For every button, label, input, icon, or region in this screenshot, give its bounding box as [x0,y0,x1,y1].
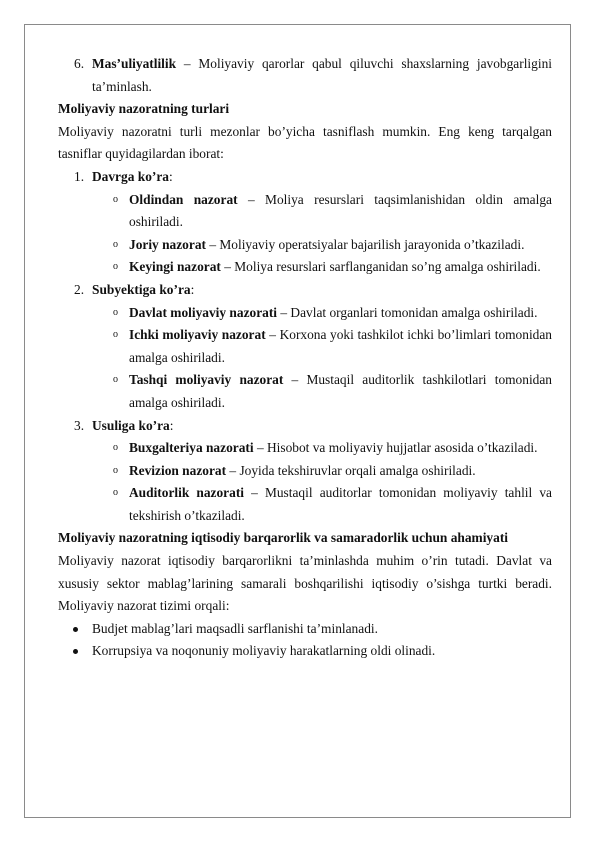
term: Buxgalteriya nazorati [129,440,254,456]
list-number: 2. [74,281,85,297]
definition: – Davlat organlari tomonidan amalga oshiriladi. [277,304,538,320]
circle-bullet-icon: o [113,487,118,499]
definition: – Moliya resurslari taqsimlanishidan oldin amalga oshiriladi. [129,191,552,230]
term: Mas’uliyatlilik [92,56,177,71]
bullet-dot-icon [73,627,78,632]
list-number: 1. [74,168,85,184]
term: Joriy nazorat [129,236,206,252]
bullet-dot-icon [73,649,78,654]
importance-paragraph: Moliyaviy nazorat iqtisodiy barqarorlikni ta’minlashda muhim o’rin tutadi. Davlat va xususiy sektor mablag’larining samarali boshqarilishi iqtisodiy o’sishga turtki beradi. Moliyaviy nazorat tizimi orqali: [58,553,552,614]
circle-bullet-icon: o [113,261,118,273]
definition: – Moliyaviy operatsiyalar bajarilish jarayonida o’tkaziladi. [205,236,525,252]
document-body [58,53,552,663]
sub-list-item [58,460,552,483]
term: Revizion nazorat [129,462,227,478]
definition: – Hisobot va moliyaviy hujjatlar asosida o’tkaziladi. [253,440,538,456]
definition: – Moliya resurslari sarflanganidan so’ng amalga oshiriladi. [220,259,541,275]
sub-list-item [58,234,552,257]
list-item-responsibility [58,53,552,98]
definition: – Mustaqil auditorlik tashkilotlari tomonidan amalga oshiriladi. [129,372,553,410]
term: Keyingi nazorat [129,259,221,275]
circle-bullet-icon: o [113,329,118,341]
sub-list-item [58,302,552,325]
category-title: Davrga ko’ra [92,168,169,184]
circle-bullet-icon: o [113,464,118,476]
sub-list-item [58,324,552,369]
category-heading: 3. Usuliga ko’ra: [58,415,552,438]
term: Auditorlik nazorati [129,485,244,501]
category-title: Usuliga ko’ra [92,417,170,433]
circle-bullet-icon: o [113,442,118,454]
definition: – Moliyaviy qarorlar qabul qiluvchi shaxslarning javobgarligini ta’minlash. [92,56,552,94]
types-intro-paragraph: Moliyaviy nazoratni turli mezonlar bo’yicha tasniflash mumkin. Eng keng tarqalgan tasniflar quyidagilardan iborat: [58,123,552,162]
sub-list-item [58,369,552,414]
definition: – Mustaqil auditorlar tomonidan moliyaviy tahlil va tekshirish o’tkaziladi. [129,485,552,523]
sub-list-item [58,437,552,460]
bullet-item [58,640,552,663]
term: Davlat moliyaviy nazorati [129,304,278,320]
sub-list-item [58,189,552,234]
definition: – Joyida tekshiruvlar orqali amalga oshiriladi. [226,462,476,478]
circle-bullet-icon: o [113,306,118,318]
bullet-text: Korrupsiya va noqonuniy moliyaviy harakatlarning oldi olinadi. [92,643,436,659]
sub-list-item [58,256,552,279]
list-number: 6. [74,56,85,71]
bullet-text: Budjet mablag’lari maqsadli sarflanishi ta’minlanadi. [92,620,378,636]
circle-bullet-icon: o [113,374,118,386]
bullet-item [58,618,552,641]
circle-bullet-icon: o [113,238,118,250]
term: Tashqi moliyaviy nazorat [129,372,284,388]
term: Ichki moliyaviy nazorat [129,327,266,343]
sub-list-item [58,482,552,527]
section-heading-types: Moliyaviy nazoratning turlari [58,101,230,117]
category-title: Subyektiga ko’ra [92,281,191,297]
section-heading-importance: Moliyaviy nazoratning iqtisodiy barqarorlik va samaradorlik uchun ahamiyati [58,530,509,546]
category-heading: 2. Subyektiga ko’ra: [58,279,552,302]
term: Oldindan nazorat [129,191,238,207]
list-number: 3. [74,417,85,433]
category-heading: 1. Davrga ko’ra: [58,166,552,189]
definition: – Korxona yoki tashkilot ichki bo’limlari tomonidan amalga oshiriladi. [129,327,553,365]
circle-bullet-icon: o [113,193,118,205]
